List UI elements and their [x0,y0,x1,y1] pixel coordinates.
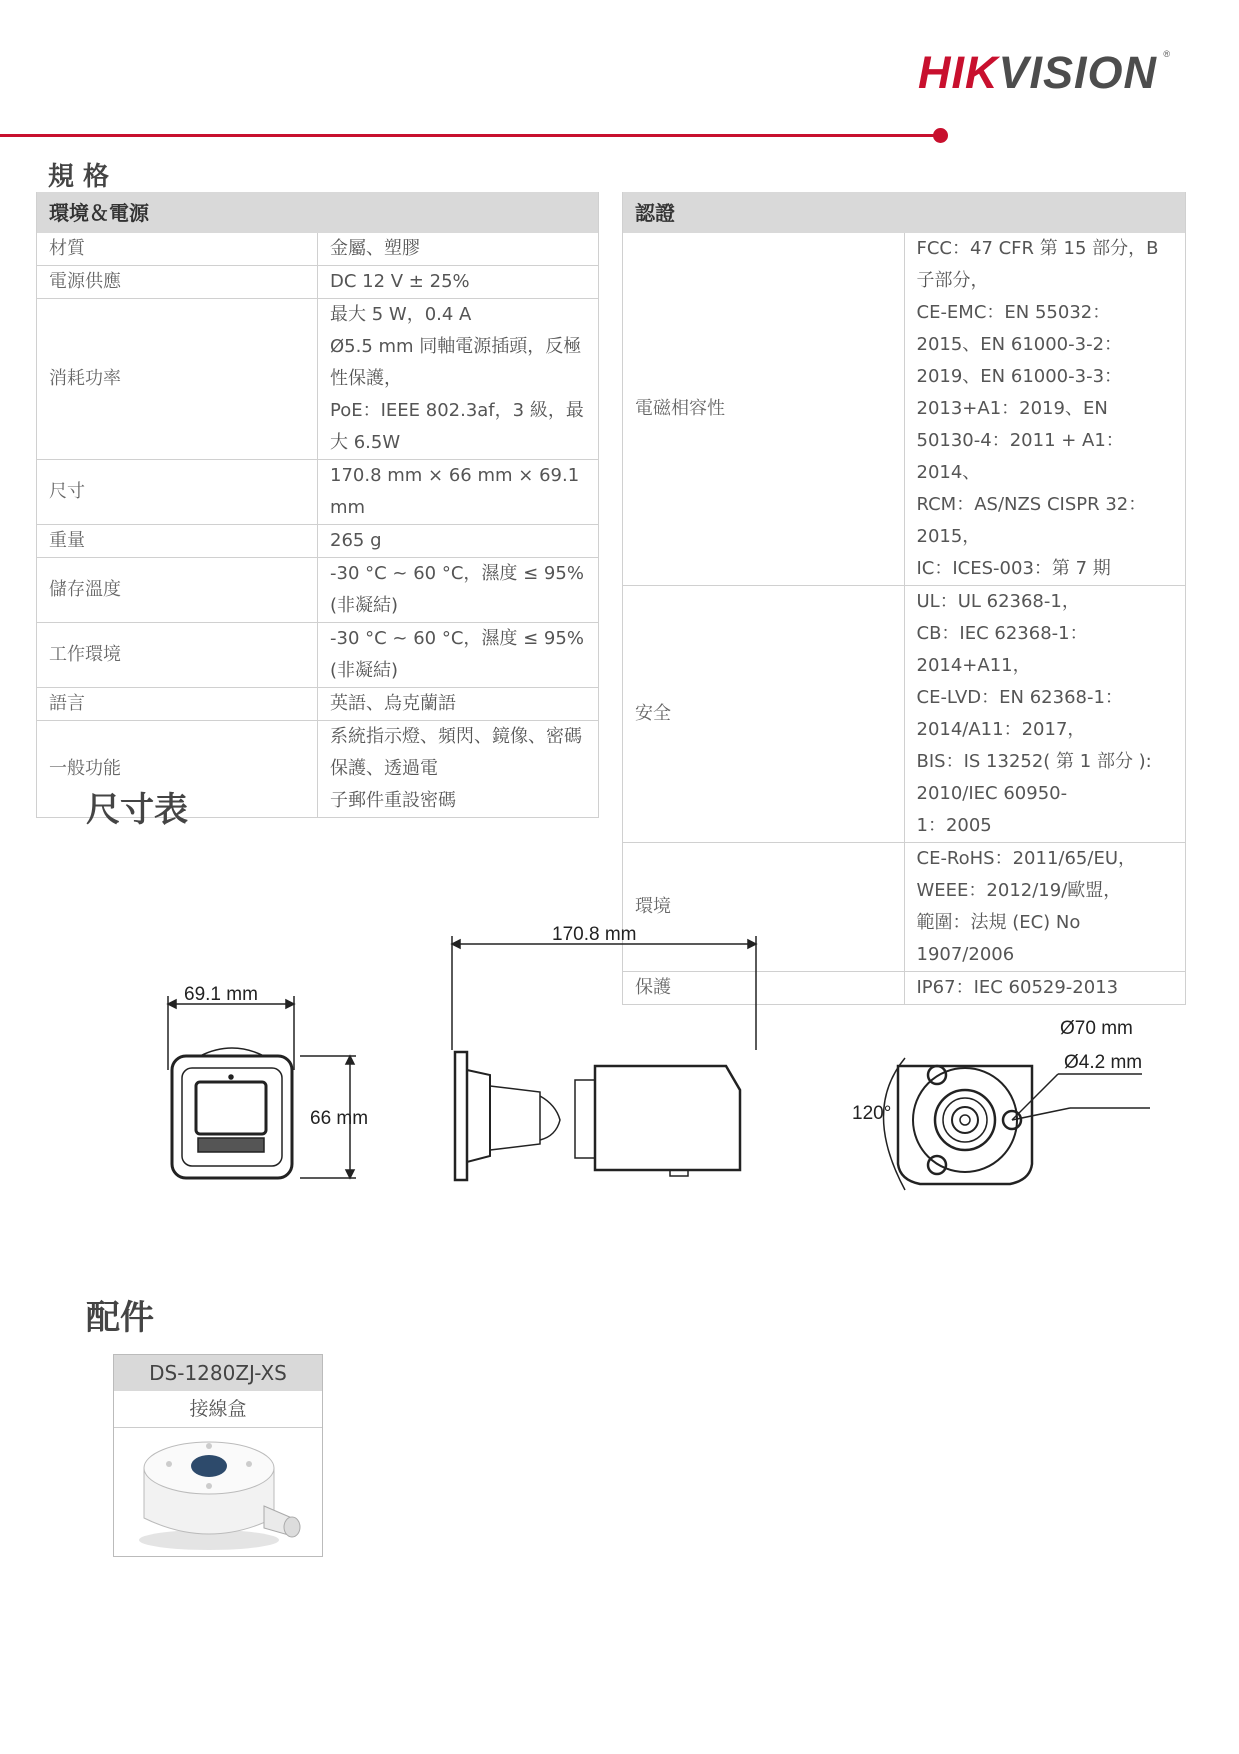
env-row-label: 儲存溫度 [37,558,318,623]
front-width-label: 69.1 mm [184,984,258,1005]
header-red-dot [933,128,948,143]
base-diameter-label: Ø70 mm [1060,1018,1133,1039]
env-table-header: 環境＆電源 [37,192,599,233]
env-value-line: -30 °C ~ 60 °C，濕度 ≤ 95% (非凝結) [330,563,584,616]
base-angle-label: 120° [852,1103,892,1124]
cert-value-line: CE-EMC：EN 55032：2015、EN 61000-3-2： [916,302,1123,355]
cert-value-line: IP67：IEC 60529-2013 [916,977,1119,998]
env-value-line: 系統指示燈、頻閃、鏡像、密碼保護、透過電 [330,726,582,779]
accessory-section-title: 配件 [86,1298,154,1338]
env-row-label: 尺寸 [37,460,318,525]
cert-value-line: CB：IEC 62368-1：2014+A11， [916,623,1088,676]
dimension-drawings [0,900,1239,1220]
env-row-value [318,525,599,558]
cert-row-label: 安全 [623,586,905,843]
env-value-line: Ø5.5 mm 同軸電源插頭，反極性保護， [330,336,582,389]
cert-row [623,233,1186,586]
env-value-line: 子郵件重設密碼 [330,790,456,811]
env-row [37,266,599,299]
env-row-value [318,623,599,688]
cert-value-line: 1：2005 [916,815,992,836]
side-view-drawing [452,936,756,1180]
cert-value-line: BIS：IS 13252( 第 1 部分 ): 2010/IEC 60950- [916,751,1152,804]
cert-table-header: 認證 [623,192,1186,233]
cert-row-value [904,586,1186,843]
env-value-line: 170.8 mm × 66 mm × 69.1 mm [330,465,580,518]
env-row-label: 消耗功率 [37,299,318,460]
cert-value-line: FCC：47 CFR 第 15 部分，B 子部分， [916,238,1159,291]
env-row-label: 重量 [37,525,318,558]
env-row-value [318,233,599,266]
cert-row-label: 保護 [623,972,905,1005]
dimension-section-title: 尺寸表 [86,790,188,830]
env-row-value [318,299,599,460]
env-row-label: 電源供應 [37,266,318,299]
accessory-card [113,1354,323,1557]
base-view-drawing [884,1058,1151,1190]
env-row-value [318,688,599,721]
cert-value-line: 範圍：法規 (EC) No 1907/2006 [916,912,1081,965]
cert-row-label: 電磁相容性 [623,233,905,586]
header-red-line [0,134,944,137]
env-value-line: -30 °C ~ 60 °C，濕度 ≤ 95% (非凝結) [330,628,584,681]
accessory-model: DS-1280ZJ-XS [114,1355,322,1391]
env-row [37,299,599,460]
env-value-line: 金屬、塑膠 [330,238,420,259]
front-view-drawing [168,996,356,1178]
env-value-line: 最大 5 W，0.4 A [330,304,472,325]
side-length-label: 170.8 mm [552,924,637,945]
env-value-line: 英語、烏克蘭語 [330,693,456,714]
certification-table [622,192,1186,1005]
env-power-table [36,192,599,818]
env-row-value [318,721,599,818]
env-value-line: PoE：IEEE 802.3af，3 級，最大 6.5W [330,400,584,453]
env-row [37,525,599,558]
front-height-label: 66 mm [310,1108,369,1129]
env-row-value [318,558,599,623]
env-row-label: 工作環境 [37,623,318,688]
cert-row [623,586,1186,843]
env-row-label: 語言 [37,688,318,721]
cert-value-line: CE-RoHS：2011/65/EU， [916,848,1136,869]
env-value-line: 265 g [330,530,382,551]
env-row [37,623,599,688]
cert-row-value [904,233,1186,586]
env-row [37,233,599,266]
junction-box-image [114,1428,322,1556]
cert-row-label: 環境 [623,843,905,972]
cert-value-line: WEEE：2012/19/歐盟， [916,880,1122,901]
cert-value-line: UL：UL 62368-1， [916,591,1080,612]
env-row-label: 材質 [37,233,318,266]
cert-value-line: CE-LVD：EN 62368-1：2014/A11：2017， [916,687,1123,740]
spec-section-title: 規 格 [48,162,110,192]
cert-value-line: 2019、EN 61000-3-3：2013+A1：2019、EN [916,366,1123,419]
hole-diameter-label: Ø4.2 mm [1064,1052,1143,1073]
env-value-line: DC 12 V ± 25% [330,271,470,292]
env-row-value [318,266,599,299]
cert-value-line: IC：ICES-003：第 7 期 [916,558,1111,579]
env-row [37,688,599,721]
accessory-name: 接線盒 [114,1391,322,1428]
cert-value-line: 50130-4：2011 + A1：2014、 [916,430,1124,483]
cert-value-line: RCM：AS/NZS CISPR 32：2015， [916,494,1147,547]
env-row-label: 一般功能 [37,721,318,818]
env-row-value [318,460,599,525]
hikvision-logo: HIKVISION ® [918,47,1172,98]
env-row [37,558,599,623]
env-row [37,460,599,525]
